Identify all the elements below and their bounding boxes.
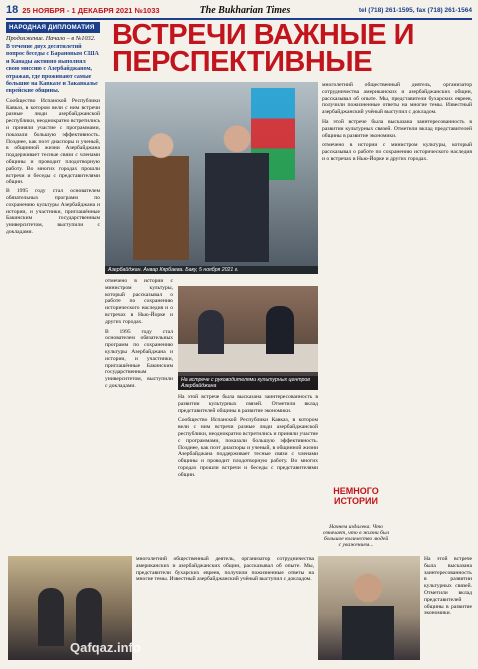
article-text-bottom-right: [424, 556, 472, 660]
article-text-right: [322, 82, 472, 482]
issue-date: 25 НОЯБРЯ - 1 ДЕКАБРЯ 2021 №1033: [22, 5, 160, 15]
article-text-right-p1: многолетний общественный деятель, организатор сотрудничества американских и азербайджанских общин, рассказывал об опыте. Мы, представители бухарских евреев, получили пожизненные ответы на многие темы. Известный азербайджанский учёный выступил с докладом.: [322, 82, 472, 116]
article-text-left-2: В 1995 году стал основателем обязательных программ по сохранению культуры Азербайджана и истории, и участники, приглашённые Бакинским государственным университетом, выступили с докладами.: [6, 188, 100, 235]
article-text-mid-p1: отмечено в истории с министром культуры, который рассказывал о работе по сохранению исторического наследия и о встречах в Нью-Йорке и других городах.: [105, 278, 173, 325]
person-figure: [133, 130, 189, 260]
article-headline: ВСТРЕЧИ ВАЖНЫЕ И ПЕРСПЕКТИВНЫЕ: [112, 19, 414, 78]
page-number: 18: [6, 4, 19, 16]
article-intro: В течение двух десятилетий вопрос беседы с Барановым США и Канады активно выполнял свою миссию с Азербайджаном, отражая, где проживают самые большие на Кавказе и Закавказье еврейские общины.: [6, 44, 99, 95]
contact-phones: tel (718) 261-1595, fax (718) 261-1564: [358, 6, 472, 14]
article-text-right-p3: отмечено в истории с министром культуры, который рассказывал о работе по сохранению исторического наследия и о встречах в Нью-Йорке и других городах.: [322, 142, 472, 162]
person-figure: [38, 588, 64, 646]
article-text-bottom-right-p1: На этой встрече была высказана заинтересованность в развитии культурных связей. Отметили вклад представителей общины в развитие экономики.: [424, 556, 472, 617]
photo-caption: На встрече с руководителями культурных центров Азербайджана: [178, 376, 318, 390]
publication-name: The Bukharian Times: [199, 4, 291, 16]
left-column: [6, 22, 100, 552]
article-text-mid-p2: В 1995 году стал основателем обязательных программ по сохранению культуры Азербайджана и истории, и участники, приглашённые Бакинским государственным университетом, выступили с докладами.: [105, 328, 173, 389]
photo-portrait: [318, 556, 420, 660]
photo-meeting-minister: [105, 82, 318, 274]
photo-cultural-meeting: [178, 286, 318, 390]
person-figure: [342, 570, 394, 660]
person-figure: [266, 306, 294, 354]
continued-note: Продолжение. Начало – в №1032.: [6, 35, 96, 42]
person-figure: [205, 122, 269, 262]
watermark-logo: Qafqaz.info: [70, 640, 141, 655]
article-text-center: [178, 394, 318, 552]
article-text-bottom: [136, 556, 314, 660]
photo-caption: Азербайджан. Анвар Кярбаева. Баку, 5 ноября 2021 г.: [105, 266, 318, 274]
sidebar-text: Начнем издалека. Что означает, что в жизни был большое количество людей с уважением...: [322, 524, 390, 548]
article-text-right-p2: На этой встрече была высказана заинтересованность в развитии культурных связей. Отметили вклад представителей общины в развитие экономики.: [322, 118, 472, 139]
rubric-label: НАРОДНАЯ ДИПЛОМАТИЯ: [6, 22, 100, 33]
article-text-bottom-p1: многолетний общественный деятель, организатор сотрудничества американских и азербайджанских общин, рассказывал об опыте. Мы, представители бухарских евреев, получили пожизненные ответы на многие темы. Известный азербайджанский учёный выступил с докладом.: [136, 556, 314, 583]
person-figure: [76, 588, 102, 646]
person-figure: [198, 310, 224, 354]
page-header: [6, 2, 472, 20]
sidebar-title: НЕМНОГО ИСТОРИИ: [333, 486, 379, 506]
article-text-mid: [105, 278, 173, 548]
article-text-center-p1: На этой встрече была высказана заинтересованность в развитии культурных связей. Отметили вклад представителей общины в развитие экономики.: [178, 394, 318, 414]
article-text-center-p2: Сообщество Испанской Республики Кавказ, в котором вели с ним встречи разные люди азербайджанской республики, неоднократно встретились и приняли участие с программами, показали большую эффективность. Позднее, как поэт диаспоры и ученый, в общинной жизни Азербайджана поддерживает тесные связи с членами общины и проводит плодотворную работу. Во многих городах прошли встречи и беседы с представителями общин.: [178, 417, 318, 478]
article-text-left: Сообщество Испанской Республики Кавказ, в котором вели с ним встречи разные люди азербайджанской республики, неоднократно встретились и приняли участие с программами, показали большую эффективность. Позднее, как поэт диаспоры и ученый, в общинной жизни Азербайджана поддерживает тесные связи с членами общины и проводит плодотворную работу. Во многих городах прошли встречи и беседы с представителями общин.: [6, 97, 100, 186]
